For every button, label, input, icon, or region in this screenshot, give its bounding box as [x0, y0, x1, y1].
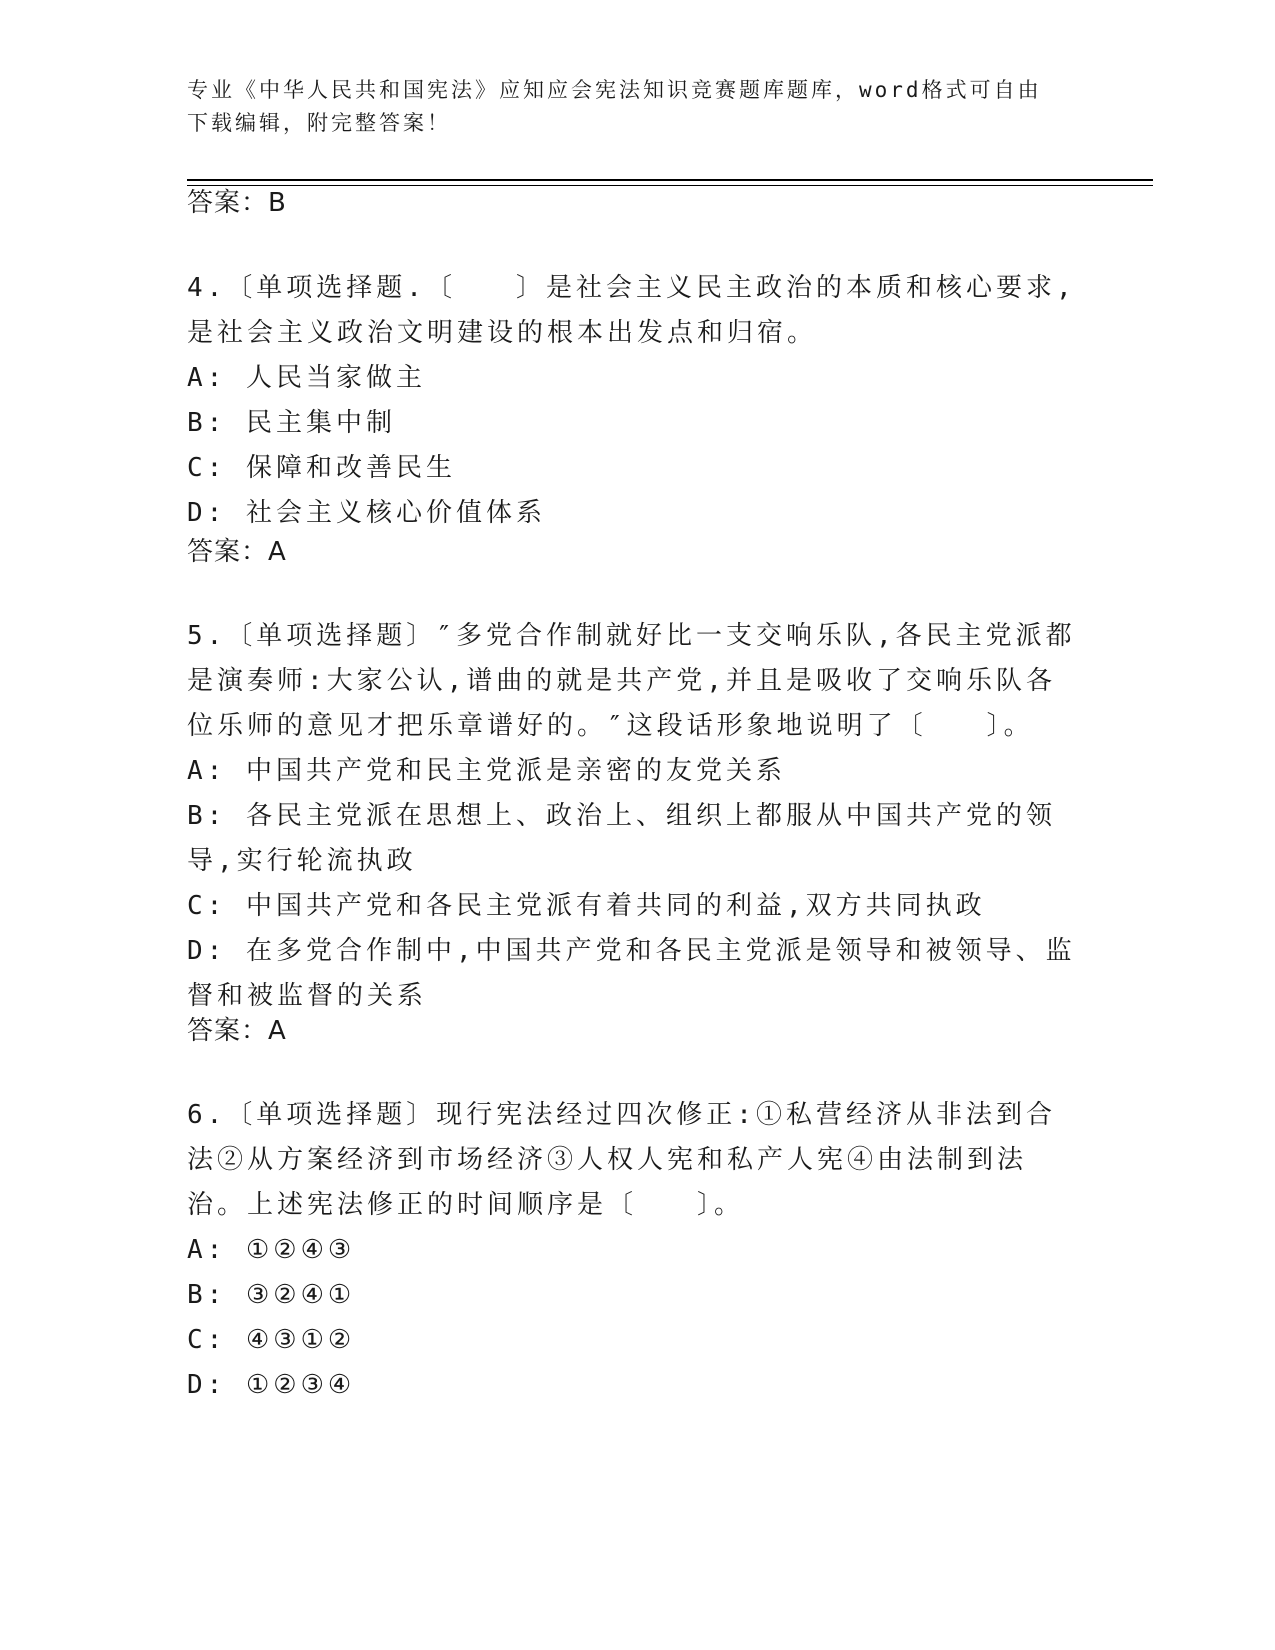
question-4-text: 4.〔单项选择题.〔 〕是社会主义民主政治的本质和核心要求,是社会主义政治文明建设的根本出发点和归宿。: [187, 273, 1076, 348]
question-5-option-c: C: 中国共产党和各民主党派有着共同的利益,双方共同执政: [187, 891, 986, 921]
question-6-option-b: B: ③②④①: [187, 1280, 356, 1310]
question-4-option-d: D: 社会主义核心价值体系: [187, 498, 546, 528]
question-4-option-b: B: 民主集中制: [187, 408, 396, 438]
header-rule-thin: [187, 185, 1153, 186]
question-6-option-a: A: ①②④③: [187, 1235, 356, 1265]
question-6-text: 6.〔单项选择题〕现行宪法经过四次修正:①私营经济从非法到合法②从方案经济到市场经济③人权人宪和私产人宪④由法制到法治。上述宪法修正的时间顺序是〔 〕。: [187, 1100, 1056, 1220]
question-6-option-c: C: ④③①②: [187, 1325, 356, 1355]
question-6-option-d: D: ①②③④: [187, 1370, 356, 1400]
question-4-option-c: C: 保障和改善民生: [187, 453, 456, 483]
answer-prev: 答案：B: [187, 188, 287, 218]
header-line-1: 专业《中华人民共和国宪法》应知应会宪法知识竞赛题库题库，word格式可自由: [187, 78, 1042, 102]
question-5-option-d: D: 在多党合作制中,中国共产党和各民主党派是领导和被领导、监督和被监督的关系: [187, 936, 1076, 1011]
question-6: [187, 1093, 1077, 1408]
question-4-option-a: A: 人民当家做主: [187, 363, 426, 393]
question-4-answer: 答案：A: [187, 537, 287, 567]
question-5-answer: 答案：A: [187, 1016, 287, 1046]
header-line-2: 下载编辑，附完整答案！: [187, 111, 451, 135]
question-5-text: 5.〔单项选择题〕″多党合作制就好比一支交响乐队,各民主党派都是演奏师:大家公认,谱曲的就是共产党,并且是吸收了交响乐队各位乐师的意见才把乐章谱好的。″这段话形象地说明了〔 〕。: [187, 621, 1076, 741]
document-header: [187, 74, 1067, 140]
question-5-option-a: A: 中国共产党和民主党派是亲密的友党关系: [187, 756, 786, 786]
header-rule-thick: [187, 179, 1153, 181]
question-5-option-b: B: 各民主党派在思想上、政治上、组织上都服从中国共产党的领导,实行轮流执政: [187, 801, 1056, 876]
question-5: [187, 614, 1077, 1019]
question-4: [187, 266, 1077, 536]
